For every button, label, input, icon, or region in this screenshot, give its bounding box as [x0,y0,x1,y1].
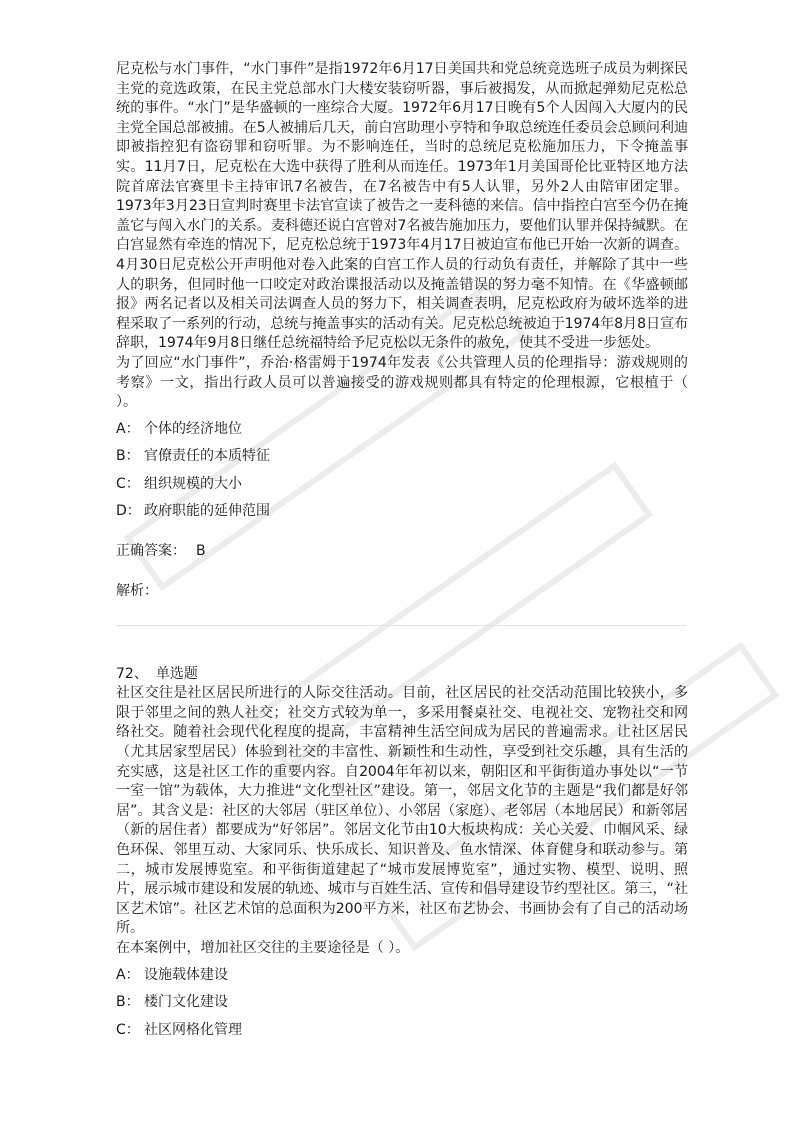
question-stem: 为了回应“水门事件”，乔治·格雷姆于1974年发表《公共管理人员的伦理指导：游戏规则的考察》一文，指出行政人员可以普遍接受的游戏规则都具有特定的伦理根源，它根植于（ ）。 [116,354,688,411]
option-b[interactable] [116,446,688,466]
option-letter: B： [116,448,140,465]
option-a[interactable] [116,965,688,985]
question-stem: 在本案例中，增加社区交往的主要途径是（ ）。 [116,939,410,956]
question-passage: 尼克松与水门事件，“水门事件”是指1972年6月17日美国共和党总统竞选班子成员为刺探民主党的竞选政策，在民主党总部水门大楼安装窃听器，事后被揭发，从而掀起弹劾尼克松总统的事件。“水门”是华盛顿的一座综合大厦。1972年6月17日晚有5个人因闯入大厦内的民主党全国总部被捕。在5人被捕后几天，前白宫助理小亨特和争取总统连任委员会总顾问利迪即被指控犯有盗窃罪和窃听罪。为不影响连任，当时的总统尼克松施加压力，下令掩盖事实。11月7日，尼克松在大选中获得了胜利从而连任。1973年1月美国哥伦比亚特区地方法院首席法官赛里卡主持审讯7名被告，在7名被告中有5人认罪，另外2人由陪审团定罪。1973年3月23日宣判时赛里卡法官宣读了被告之一麦科德的来信。信中指控白宫至今仍在掩盖它与闯入水门的关系。麦科德还说白宫曾对7名被告施加压力，要他们认罪并保持缄默。在白宫显然有牵连的情况下，尼克松总统于1973年4月17日被迫宣布他已开始一次新的调查。4月30日尼克松公开声明他对卷入此案的白宫工作人员的行动负有责任，并解除了其中一些人的职务，但同时他一口咬定对政治谍报活动以及掩盖错误的努力毫不知情。在《华盛顿邮报》两名记者以及相关司法调查人员的努力下，相关调查表明，尼克松政府为破坏选举的进程采取了一系列的行动，总统与掩盖事实的活动有关。尼克松总统被迫于1974年8月8日宣布辞职，1974年9月8日继任总统福特给予尼克松以无条件的赦免，使其不受进一步惩处。 [116,61,688,352]
option-text: 个体的经济地位 [144,420,242,437]
question-type: 单选题 [155,666,198,683]
option-letter: C： [116,475,140,492]
option-list [116,419,688,522]
option-letter: B： [116,994,140,1010]
option-letter: A： [116,420,140,437]
analysis-label: 解析： [116,583,158,600]
option-text: 组织规模的大小 [144,475,242,492]
correct-answer-value: B [196,543,206,560]
option-d[interactable] [116,501,688,521]
option-text: 官僚责任的本质特征 [144,448,270,465]
question-divider [116,625,686,626]
option-letter: D： [116,503,141,520]
question-71 [116,60,688,601]
option-list [116,965,688,1040]
option-a[interactable] [116,419,688,439]
option-letter: C： [116,1021,140,1038]
document-page [116,60,688,1047]
option-c[interactable] [116,474,688,494]
question-header [116,664,688,684]
option-c[interactable] [116,1020,688,1040]
question-number: 72、 [116,666,148,683]
option-text: 楼门文化建设 [144,994,228,1010]
correct-answer [116,541,688,561]
option-letter: A： [116,966,140,983]
option-text: 设施载体建设 [144,966,228,983]
option-b[interactable] [116,992,688,1012]
question-passage: 社区交往是社区居民所进行的人际交往活动。目前，社区居民的社交活动范围比较狭小，多限于邻里之间的熟人社交；社交方式较为单一，多采用餐桌社交、电视社交、宠物社交和网络社交。随着社会现代化程度的提高，丰富精神生活空间成为居民的普遍需求。让社区居民（尤其居家型居民）体验到社交的丰富性、新颖性和生动性，享受到社交乐趣，具有生活的充实感，这是社区工作的重要内容。自2004年年初以来，朝阳区和平街街道办事处以“一节一室一馆”为载体，大力推进“文化型社区”建设。第一，邻居文化节的主题是“我们都是好邻居”。其含义是：社区的大邻居（驻区单位）、小邻居（家庭）、老邻居（本地居民）和新邻居（新的居住者）都要成为“好邻居”。邻居文化节由10大板块构成：关心关爱、巾帼风采、绿色环保、邻里互动、大家同乐、快乐成长、知识普及、鱼水情深、体育健身和联动参与。第二，城市发展博览室。和平街街道建起了“城市发展博览室”，通过实物、模型、说明、照片，展示城市建设和发展的轨迹、城市与百姓生活、宣传和倡导建设节约型社区。第三，“社区艺术馆”。社区艺术馆的总面积为200平方米，社区布艺协会、书画协会有了自己的活动场所。 [116,685,688,937]
option-text: 政府职能的延伸范围 [144,503,270,520]
option-text: 社区网格化管理 [144,1021,242,1038]
question-72 [116,664,688,1039]
correct-answer-label: 正确答案： [116,543,186,560]
